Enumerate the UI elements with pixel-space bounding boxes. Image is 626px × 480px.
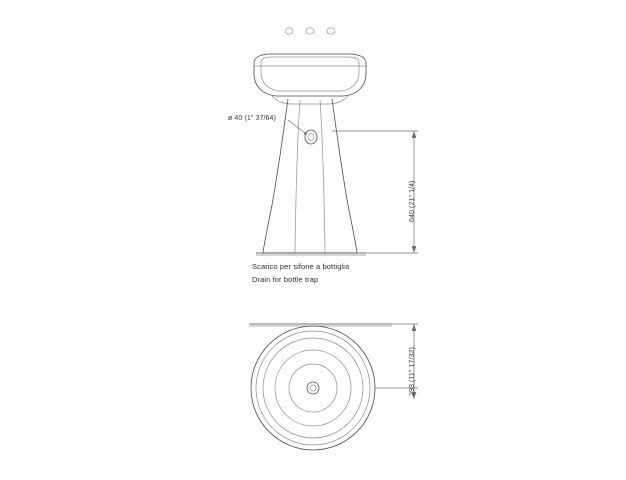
caption-italian: Scarico per sifone a bottiglia [252,262,350,271]
caption-english: Drain for bottle trap [252,275,319,284]
drain-diameter-label: ø 40 (1" 37/64) [228,115,276,122]
plan-diameter-label: 293 (11" 17/32) [409,347,416,396]
height-dimension [332,131,418,253]
tap-holes-group [285,28,335,34]
plan-view [249,324,392,450]
basin-bowl [254,54,366,104]
height-dimension-label: 640 (21" 1/4) [409,180,416,222]
drain-hole-front [305,130,317,144]
drain-leader-line [288,120,307,135]
pedestal-column [256,99,366,255]
